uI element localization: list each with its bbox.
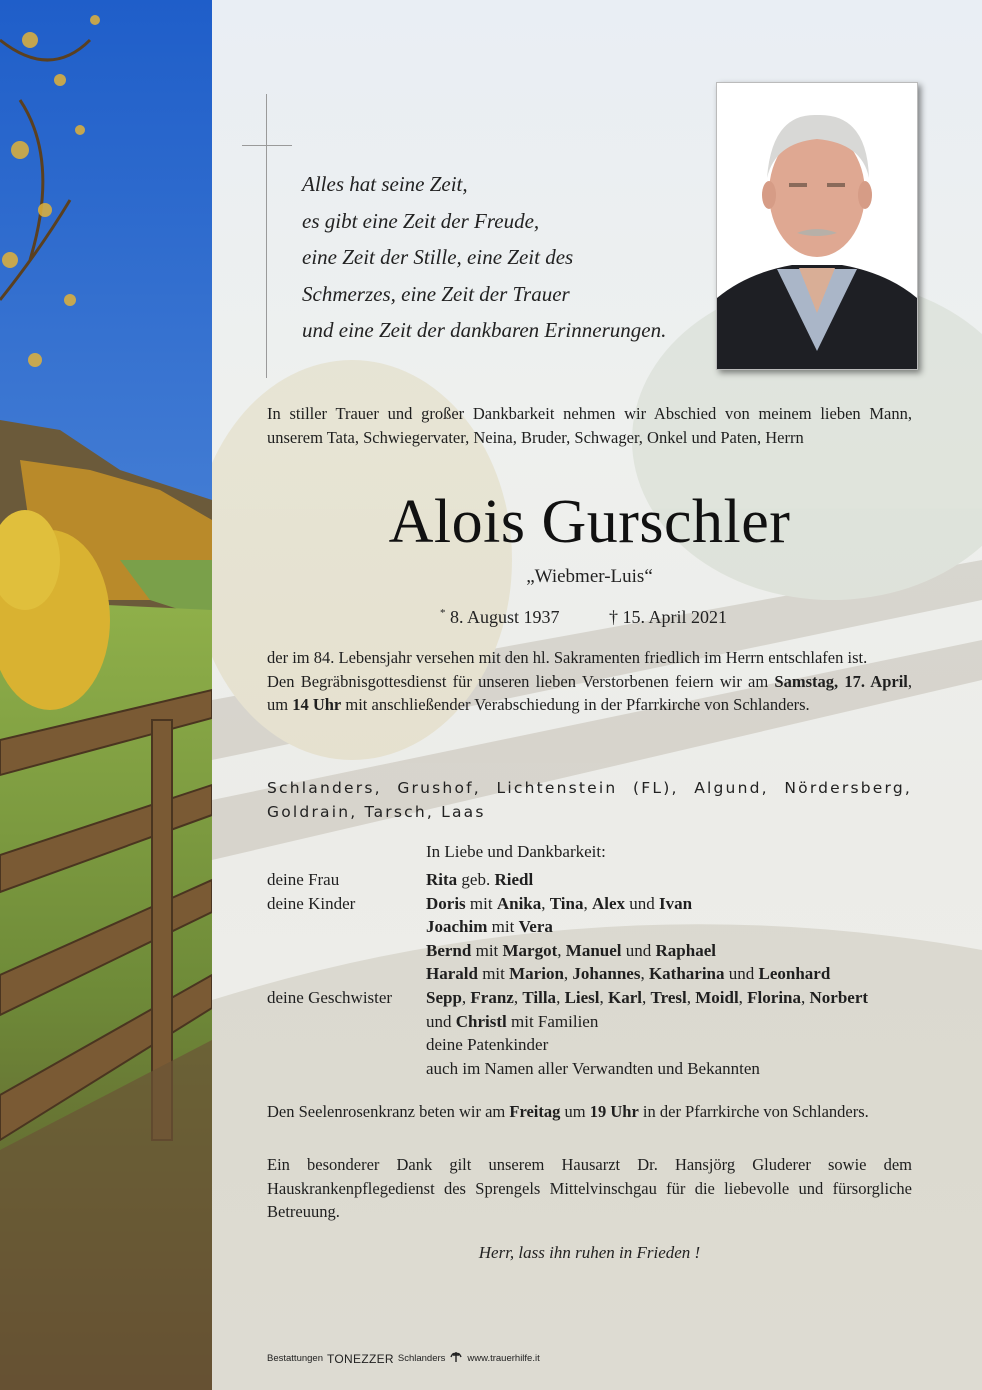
rosary-intro: Den Seelenrosenkranz beten wir am [267,1102,506,1121]
death-text-block [267,646,912,717]
poem-line: Schmerzes, eine Zeit der Trauer [302,281,570,306]
funeral-time: 14 Uhr [292,695,342,714]
cross-vertical [266,94,267,378]
footer-brand: TONEZZER [327,1351,394,1366]
death-text: der im 84. Lebensjahr versehen mit den hl. Sakramenten friedlich im Herrn entschlafen ist. [267,648,868,667]
wife-label: deine Frau [267,870,340,889]
mourners-header: In Liebe und Dankbarkeit: [426,842,606,861]
footer [267,1351,540,1366]
wife-names: Rita geb. Riedl [426,870,534,889]
children-names: Harald mit Marion, Johannes, Katharina und Leonhard [426,964,831,984]
funeral-mid: , um [267,671,912,714]
rosary-text [267,1100,912,1124]
birth-symbol: * [440,607,446,619]
poem-line: und eine Zeit der dankbaren Erinnerungen. [302,318,667,342]
funeral-rest: mit anschließender Verabschiedung in der Pfarrkirche von Schlanders. [345,695,810,714]
thanks-text: Ein besonderer Dank gilt unserem Hausarzt Dr. Hansjörg Gluderer sowie dem Hauskrankenpflegedienst des Sprengels Mittelvinschgau für die liebevolle und fürsorgliche Betreuung. [267,1155,912,1221]
godchildren: deine Patenkinder [426,1035,549,1055]
death-date-text: 15. April 2021 [622,607,728,627]
children-names: Joachim mit Vera [426,917,553,937]
cross-logo-icon [449,1351,463,1366]
funeral-text [267,670,912,717]
birth-date-text: 8. August 1937 [450,607,560,627]
poem [302,166,666,349]
landscape-image [0,0,212,1390]
poem-line: Alles hat seine Zeit, [302,172,468,196]
deceased-nickname: „Wiebmer-Luis“ [526,566,653,587]
death-date [609,607,727,628]
intro-text: In stiller Trauer und großer Dankbarkeit nehmen wir Abschied von meinem lieben Mann, unserem Tata, Schwiegervater, Neina, Bruder, Schwager, Onkel und Paten, Herrn [267,404,912,447]
siblings-label: deine Geschwister [267,988,393,1007]
rosary-day: Freitag [509,1102,561,1121]
poem-line: eine Zeit der Stille, eine Zeit des [302,245,574,269]
relatives: auch im Namen aller Verwandten und Bekannten [426,1058,760,1078]
death-symbol: † [609,607,618,627]
deceased-name: Alois Gurschler [388,488,791,556]
footer-prefix: Bestattungen [267,1353,323,1364]
funeral-day: Samstag, 17. April [774,671,908,691]
portrait-photo [716,82,918,370]
funeral-intro: Den Begräbnisgottesdienst für unseren lieben Verstorbenen feiern wir am [267,671,769,691]
children-names: Doris mit Anika, Tina, Alex und Ivan [426,893,693,913]
places-list: Schlanders, Grushof, Lichtenstein (FL), Algund, Nördersberg, Goldrain, Tarsch, Laas [267,779,912,821]
poem-line: es gibt eine Zeit der Freude, [302,208,540,233]
children-names: Bernd mit Margot, Manuel und Raphael [426,940,716,960]
siblings-names: Sepp, Franz, Tilla, Liesl, Karl, Tresl, Moidl, Florina, Norbert [426,988,869,1007]
footer-website[interactable]: www.trauerhilfe.it [467,1353,540,1364]
closing-prayer: Herr, lass ihn ruhen in Frieden ! [478,1243,701,1262]
cross-horizontal [242,145,292,146]
birth-date [440,607,560,628]
rosary-time: 19 Uhr [589,1102,639,1121]
children-label: deine Kinder [267,893,356,913]
footer-town: Schlanders [397,1353,446,1364]
rosary-mid: um [564,1102,586,1121]
rosary-rest: in der Pfarrkirche von Schlanders. [642,1102,869,1121]
siblings-names: und Christl mit Familien [426,1011,599,1031]
